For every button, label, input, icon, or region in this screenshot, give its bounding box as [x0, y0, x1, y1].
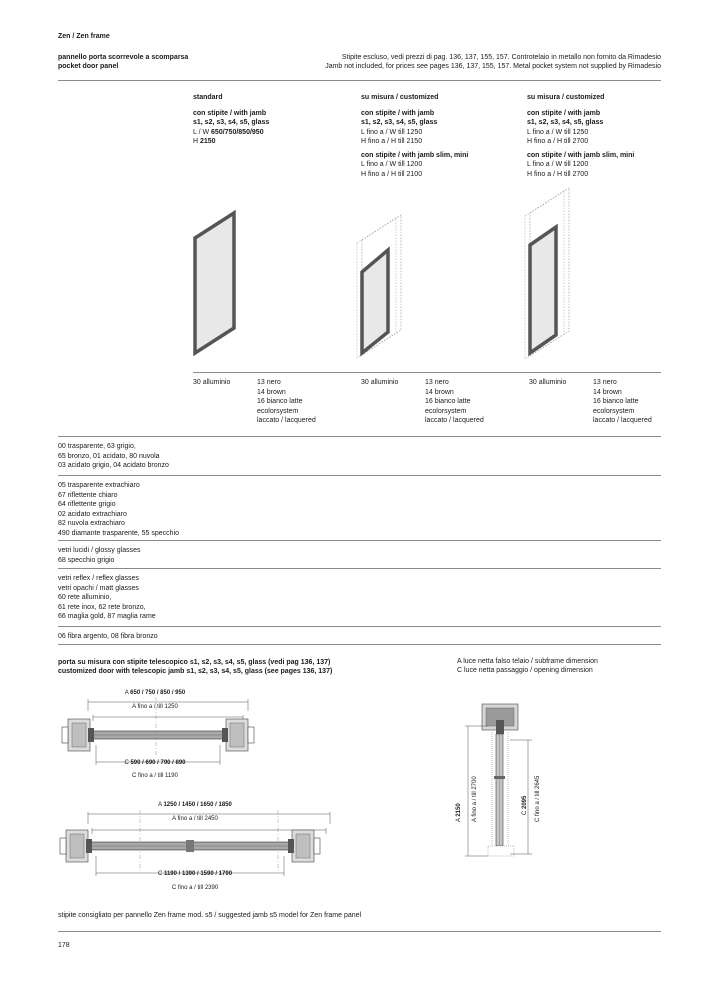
- finishes-rule: [193, 372, 661, 373]
- glass-group-5: [58, 632, 158, 642]
- page-number: 178: [58, 942, 70, 949]
- finish-item: 13 nero: [257, 379, 281, 386]
- glass-item: 65 bronzo, 01 acidato, 80 nuvola: [58, 452, 160, 460]
- finish-aluminium-col3: 30 alluminio: [529, 379, 567, 386]
- d2-c-label: C 1190 / 1390 / 1590 / 1790: [157, 871, 233, 877]
- category-label: Zen / Zen frame: [58, 33, 110, 40]
- spec-models: s1, s2, s3, s4, s5, glass: [527, 119, 604, 126]
- finish-item: 16 bianco latte: [257, 398, 303, 405]
- panel-illustration-standard: [185, 208, 245, 358]
- column-heading: su misura / customized: [361, 94, 439, 101]
- finish-item: laccato / lacquered: [257, 417, 316, 424]
- finish-aluminium-col2: 30 alluminio: [361, 379, 399, 386]
- custom-door-title-english: customized door with telescopic jamb s1, s2, s3, s4, s5, glass (see pages 136, 137): [58, 668, 333, 675]
- finish-list-col1: [257, 378, 316, 426]
- glass-item: vetri opachi / matt glasses: [58, 584, 139, 592]
- v-c-till: C fino a / till 2645: [535, 775, 541, 822]
- spec-height: H 2150: [193, 138, 216, 145]
- glass-rule-bottom: [58, 644, 661, 645]
- d2-a-label: A 1250 / 1450 / 1650 / 1850: [158, 802, 232, 808]
- glass-item: 00 trasparente, 63 grigio,: [58, 443, 136, 450]
- legend-c: C luce netta passaggio / opening dimension: [457, 667, 593, 674]
- glass-item: 02 acidato extrachiaro: [58, 510, 127, 518]
- finish-item: 14 brown: [425, 388, 454, 396]
- finish-item: 14 brown: [257, 388, 286, 396]
- title-italian: pannello porta scorrevole a scomparsa: [58, 54, 189, 61]
- glass-item: 03 acidato grigio, 04 acidato bronzo: [58, 462, 169, 469]
- slim-width: L fino a / W till 1200: [527, 161, 589, 168]
- spec-height: H fino a / H till 2150: [361, 138, 423, 145]
- vertical-section-drawing: [470, 704, 560, 864]
- d1-a-label: A 650 / 750 / 850 / 950: [124, 690, 186, 696]
- glass-rule-1: [58, 475, 661, 476]
- glass-rule-4: [58, 626, 661, 627]
- finish-item: ecolorsystem: [593, 407, 635, 415]
- spec-title: con stipite / with jamb: [527, 109, 601, 117]
- glass-rule-top: [58, 436, 661, 437]
- glass-item: 06 fibra argento, 08 fibra bronzo: [58, 633, 158, 640]
- finish-aluminium-col1: 30 alluminio: [193, 379, 231, 386]
- spec-height: H fino a / H till 2700: [527, 138, 589, 145]
- finish-item: laccato / lacquered: [425, 417, 484, 424]
- glass-group-2: [58, 481, 179, 538]
- slim-width: L fino a / W till 1200: [361, 161, 423, 168]
- spec-title: con stipite / with jamb: [361, 109, 435, 117]
- custom-door-title-italian: porta su misura con stipite telescopico s1, s2, s3, s4, s5, glass (vedi pag 136, 137): [58, 659, 331, 666]
- finish-item: ecolorsystem: [257, 407, 299, 415]
- column-heading: su misura / customized: [527, 94, 605, 101]
- d2-a-till: A fino a / till 2450: [172, 816, 218, 822]
- column-customized-1: [361, 93, 511, 179]
- glass-item: 05 trasparente extrachiaro: [58, 482, 140, 489]
- glass-rule-3: [58, 568, 661, 569]
- finish-item: 16 bianco latte: [593, 398, 639, 405]
- v-a-till: A fino a / till 2700: [472, 776, 478, 822]
- glass-item: 64 riflettente grigio: [58, 501, 116, 508]
- glass-group-4: [58, 574, 156, 622]
- spec-title: con stipite / with jamb: [193, 109, 267, 117]
- v-a-label: A 2150: [456, 803, 462, 822]
- d2-c-till: C fino a / till 2390: [171, 885, 219, 891]
- panel-illustration-customized-1: [352, 210, 412, 360]
- finish-item: laccato / lacquered: [593, 417, 652, 424]
- glass-item: vetri reflex / reflex glasses: [58, 575, 139, 582]
- glass-item: 66 maglia gold, 87 maglia rame: [58, 613, 156, 620]
- d1-c-till: C fino a / till 1190: [132, 773, 178, 779]
- header-rule: [58, 80, 661, 81]
- finish-item: 14 brown: [593, 388, 622, 396]
- glass-item: 490 diamante trasparente, 55 specchio: [58, 529, 180, 537]
- finish-list-col2: [425, 378, 484, 426]
- slim-height: H fino a / H till 2100: [361, 170, 423, 178]
- header-note-italian: Stipite escluso, vedi prezzi di pag. 136, 137, 155, 157. Controtelaio in metallo non fornito da Rimadesio: [341, 54, 661, 61]
- slim-height: H fino a / H till 2700: [527, 170, 589, 178]
- spec-width: L fino a / W till 1250: [527, 128, 589, 136]
- glass-item: 61 rete inox, 62 rete bronzo,: [58, 603, 146, 611]
- finish-item: 13 nero: [425, 379, 449, 386]
- column-customized-2: [527, 93, 677, 179]
- footer-rule: [58, 931, 661, 932]
- column-heading: standard: [193, 94, 223, 101]
- footer-note: stipite consigliato per pannello Zen frame mod. s5 / suggested jamb s5 model for Zen frame panel: [58, 912, 362, 919]
- v-c-label: C 2095: [522, 795, 528, 815]
- spec-models: s1, s2, s3, s4, s5, glass: [193, 119, 270, 126]
- finish-item: 16 bianco latte: [425, 398, 471, 405]
- d1-a-till: A fino a / till 1250: [132, 704, 178, 710]
- spec-width: L fino a / W till 1250: [361, 128, 423, 136]
- title-english: pocket door panel: [58, 63, 119, 70]
- finish-item: ecolorsystem: [425, 407, 467, 415]
- glass-rule-2: [58, 540, 661, 541]
- slim-title: con stipite / with jamb slim, mini: [527, 151, 635, 159]
- glass-item: vetri lucidi / glossy glasses: [58, 547, 141, 554]
- finish-item: 13 nero: [593, 379, 617, 386]
- spec-width: L / W 650/750/850/950: [193, 128, 264, 136]
- slim-title: con stipite / with jamb slim, mini: [361, 151, 469, 159]
- finish-list-col3: [593, 378, 652, 426]
- d1-c-label: C 590 / 690 / 790 / 890: [124, 760, 186, 766]
- glass-group-1: [58, 442, 169, 471]
- spec-models: s1, s2, s3, s4, s5, glass: [361, 119, 438, 126]
- glass-item: 82 nuvola extrachiaro: [58, 520, 125, 527]
- header-note-english: Jamb not included, for prices see pages 136, 137, 155, 157. Metal pocket system not supplied by Rimadesio: [325, 63, 661, 70]
- legend-a: A luce netta falso telaio / subframe dimension: [457, 658, 598, 665]
- glass-item: 60 rete alluminio,: [58, 594, 112, 601]
- glass-item: 67 riflettente chiaro: [58, 491, 118, 499]
- glass-item: 68 specchio grigio: [58, 556, 115, 564]
- panel-illustration-customized-2: [520, 183, 580, 358]
- glass-group-3: [58, 546, 140, 565]
- column-standard: [193, 93, 343, 147]
